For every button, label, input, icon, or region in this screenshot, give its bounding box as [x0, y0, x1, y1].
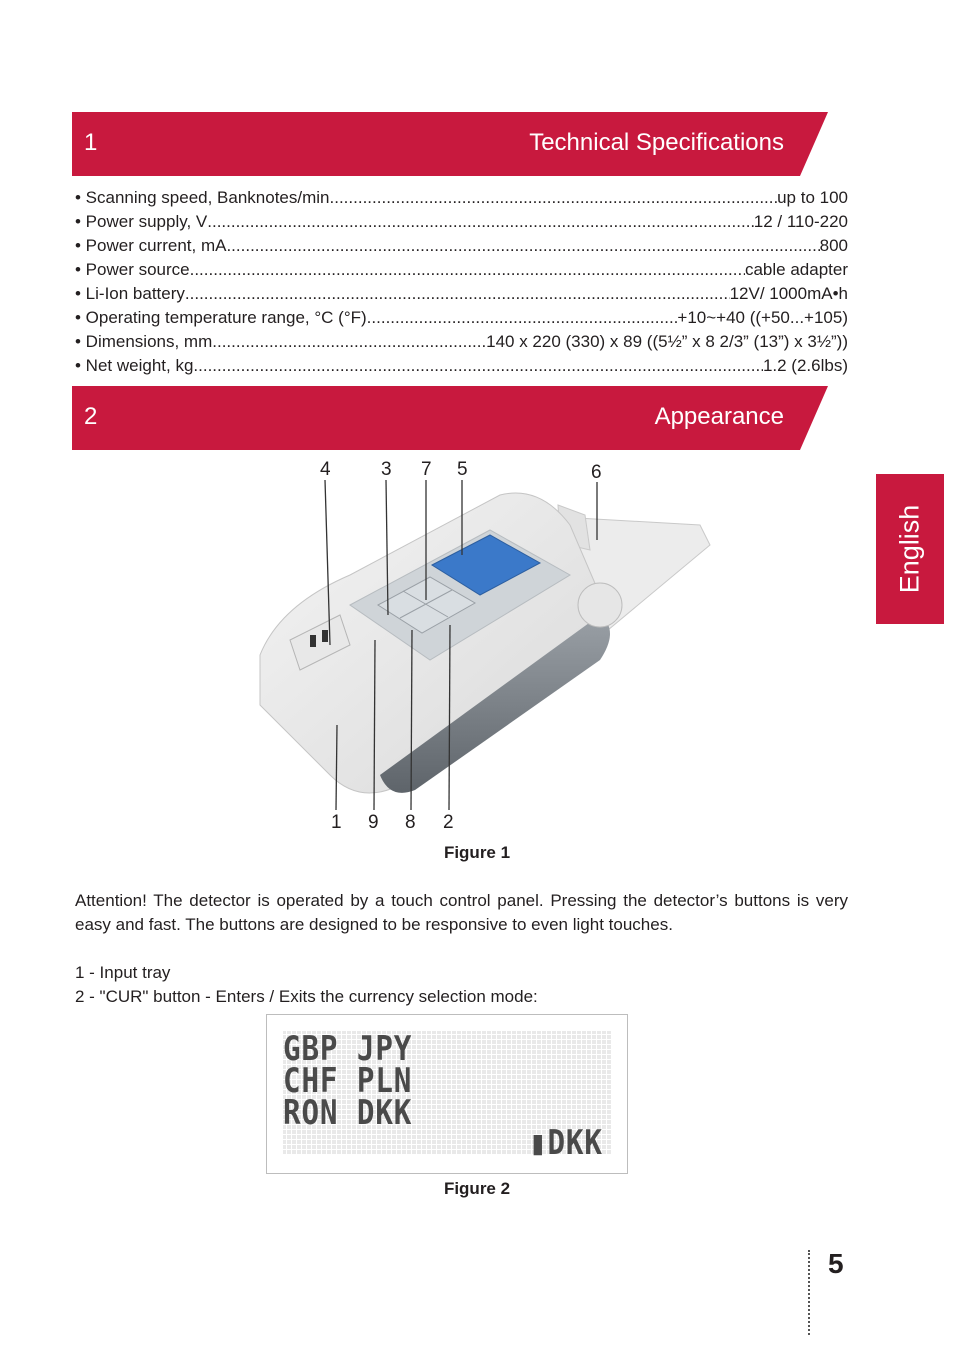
callout-label: 1 — [331, 812, 342, 833]
section-banner-1 — [72, 112, 828, 176]
spec-row — [75, 234, 848, 258]
spec-row — [75, 306, 848, 330]
callout-label: 7 — [421, 459, 432, 480]
spec-value: +10~+40 ((+50...+105) — [677, 308, 848, 327]
spec-value: 12V/ 1000mA•h — [729, 284, 848, 303]
spec-row — [75, 354, 848, 378]
device-illustration — [240, 455, 720, 835]
callout-label: 4 — [320, 459, 331, 480]
page-number: 5 — [828, 1248, 844, 1279]
spec-value: cable adapter — [744, 260, 848, 279]
lcd-line: RON DKK — [283, 1093, 413, 1133]
callout-label: 6 — [591, 462, 602, 483]
language-label: English — [894, 504, 925, 594]
callout-label: 8 — [405, 812, 416, 833]
section-number: 1 — [84, 129, 98, 156]
figure-caption: Figure 2 — [443, 1179, 511, 1198]
lcd-line: ▮DKK — [529, 1123, 603, 1163]
section-number: 2 — [84, 403, 98, 430]
callout-label: 3 — [381, 459, 392, 480]
specs-list — [75, 186, 848, 378]
spec-value: 12 / 110-220 — [753, 212, 848, 231]
spec-label: • Power supply, V — [75, 212, 208, 231]
spec-row — [75, 186, 848, 210]
spec-value: 800 — [819, 236, 848, 255]
section-title: Technical Specifications — [529, 129, 784, 156]
language-tab — [876, 474, 944, 624]
spec-label: • Operating temperature range, °C (°F) — [75, 308, 367, 327]
callout-label: 2 — [443, 812, 454, 833]
section-banner-2 — [72, 386, 828, 450]
spec-row — [75, 210, 848, 234]
spec-row — [75, 258, 848, 282]
spec-value: up to 100 — [777, 188, 848, 207]
lcd-line: GBP JPY — [283, 1029, 413, 1069]
list-item: 1 - Input tray — [75, 963, 171, 982]
device-figure — [240, 455, 720, 835]
page-divider — [808, 1250, 810, 1335]
list-item: 2 - "CUR" button - Enters / Exits the currency selection mode: — [75, 987, 538, 1006]
callout-label: 9 — [368, 812, 379, 833]
spec-row — [75, 282, 848, 306]
spec-label: • Dimensions, mm — [75, 332, 213, 351]
spec-label: • Power current, mA — [75, 236, 227, 255]
spec-value: 140 x 220 (330) x 89 ((5½” x 8 2/3” (13”) x 3½”)) — [486, 332, 848, 351]
spec-label: • Li-Ion battery — [75, 284, 185, 303]
spec-label: • Net weight, kg — [75, 356, 194, 375]
section-title: Appearance — [654, 403, 784, 430]
figure-caption: Figure 1 — [443, 843, 511, 862]
lcd-screen — [266, 1014, 628, 1174]
spec-row — [75, 330, 848, 354]
spec-label: • Power source — [75, 260, 190, 279]
attention-paragraph: Attention! The detector is operated by a touch control panel. Pressing the detector’s buttons is very easy and fast. The buttons are designed to be responsive to even light touches. — [75, 891, 848, 934]
spec-value: 1.2 (2.6lbs) — [762, 356, 848, 375]
spec-label: • Scanning speed, Banknotes/min — [75, 188, 330, 207]
lcd-line: CHF PLN — [283, 1061, 413, 1101]
callout-label: 5 — [457, 459, 468, 480]
